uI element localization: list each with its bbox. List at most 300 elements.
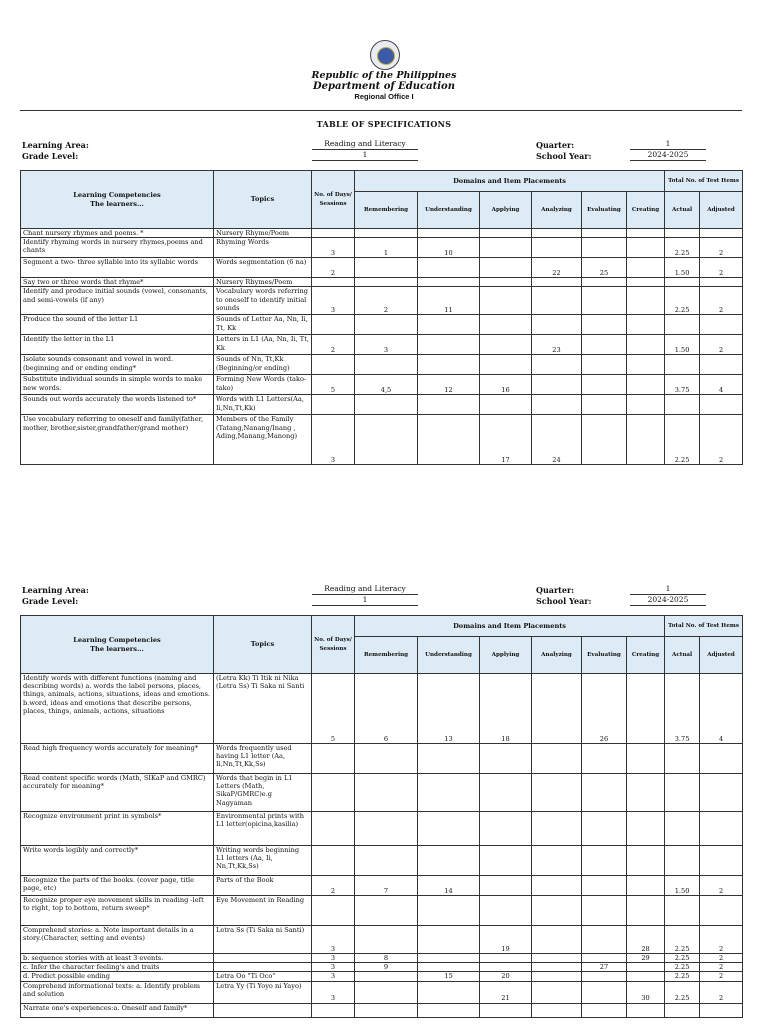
creating-cell [627, 674, 665, 744]
days-cell: 2 [312, 335, 355, 355]
competency-cell: Recognize environment print in symbols* [21, 812, 214, 846]
evaluating-cell: 27 [582, 963, 627, 972]
analyzing-cell [532, 926, 582, 954]
actual-cell: 3.75 [665, 674, 700, 744]
col-evaluating-header: Evaluating [582, 192, 627, 229]
competency-cell: Isolate sounds consonant and vowel in word. (beginning and or ending ending* [21, 355, 214, 375]
understanding-cell [418, 229, 480, 238]
understanding-cell [418, 812, 480, 846]
col-remembering-header-2: Remembering [355, 637, 418, 674]
understanding-cell [418, 896, 480, 926]
applying-cell: 18 [480, 674, 532, 744]
analyzing-cell [532, 954, 582, 963]
actual-cell: 1.50 [665, 876, 700, 896]
actual-cell [665, 1003, 700, 1017]
evaluating-cell [582, 812, 627, 846]
remembering-cell [355, 981, 418, 1003]
creating-cell [627, 278, 665, 287]
applying-cell [480, 229, 532, 238]
remembering-cell: 8 [355, 954, 418, 963]
analyzing-cell [532, 981, 582, 1003]
days-cell: 5 [312, 375, 355, 395]
table-row [21, 1003, 743, 1017]
actual-cell [665, 395, 700, 415]
remembering-cell [355, 744, 418, 774]
creating-cell [627, 375, 665, 395]
actual-cell [665, 744, 700, 774]
competency-cell: Comprehend informational texts: a. Identify problem and solution [21, 981, 214, 1003]
quarter-value: 1 [630, 139, 706, 150]
school-year-value: 2024-2025 [630, 150, 706, 161]
topic-cell: Letra Yy (Ti Yoyo ni Yayo) [214, 981, 312, 1003]
competency-cell: Read high frequency words accurately for meaning* [21, 744, 214, 774]
adjusted-cell: 2 [700, 963, 743, 972]
understanding-cell [418, 278, 480, 287]
applying-cell [480, 238, 532, 258]
evaluating-cell [582, 876, 627, 896]
applying-cell [480, 846, 532, 876]
evaluating-cell [582, 355, 627, 375]
creating-cell [627, 876, 665, 896]
applying-cell [480, 744, 532, 774]
document-title: TABLE OF SPECIFICATIONS [316, 119, 452, 129]
creating-cell [627, 972, 665, 981]
applying-cell [480, 258, 532, 278]
remembering-cell [355, 258, 418, 278]
creating-cell [627, 744, 665, 774]
days-cell [312, 315, 355, 335]
creating-cell [627, 846, 665, 876]
header-rule [20, 110, 742, 111]
grade-level-label-2: Grade Level: [22, 596, 79, 606]
applying-cell [480, 395, 532, 415]
days-cell: 3 [312, 954, 355, 963]
topic-cell: Sounds of Letter Aa, Nn, Ii, Tt, Kk [214, 315, 312, 335]
creating-cell [627, 896, 665, 926]
region-heading: Regional Office I [354, 92, 414, 101]
table-row [21, 278, 743, 287]
table-row [21, 238, 743, 258]
topic-cell: Eye Movement in Reading [214, 896, 312, 926]
evaluating-cell [582, 846, 627, 876]
remembering-cell [355, 812, 418, 846]
actual-cell [665, 278, 700, 287]
analyzing-cell [532, 287, 582, 315]
school-year-value-2: 2024-2025 [630, 595, 706, 606]
analyzing-cell [532, 876, 582, 896]
topic-cell [214, 963, 312, 972]
actual-cell [665, 355, 700, 375]
competency-cell: Identify rhyming words in nursery rhymes,poems and chants [21, 238, 214, 258]
applying-cell [480, 876, 532, 896]
col-domains-header-2: Domains and Item Placements [355, 616, 665, 637]
understanding-cell: 13 [418, 674, 480, 744]
school-year-label-2: School Year: [536, 596, 592, 606]
remembering-cell [355, 926, 418, 954]
applying-cell [480, 812, 532, 846]
col-applying-header: Applying [480, 192, 532, 229]
adjusted-cell [700, 812, 743, 846]
actual-cell: 3.75 [665, 375, 700, 395]
col-adjusted-header-2: Adjusted [700, 637, 743, 674]
table-row [21, 774, 743, 812]
applying-cell: 21 [480, 981, 532, 1003]
table-row [21, 315, 743, 335]
evaluating-cell [582, 238, 627, 258]
creating-cell [627, 335, 665, 355]
department-heading: Department of Education [313, 81, 455, 92]
days-cell: 2 [312, 876, 355, 896]
creating-cell [627, 395, 665, 415]
applying-cell: 17 [480, 415, 532, 465]
competency-cell: Sounds out words accurately the words listened to* [21, 395, 214, 415]
understanding-cell [418, 954, 480, 963]
evaluating-cell [582, 229, 627, 238]
adjusted-cell: 2 [700, 238, 743, 258]
learning-area-label-2: Learning Area: [22, 585, 89, 595]
competency-cell: Substitute individual sounds in simple words to make new words. [21, 375, 214, 395]
evaluating-cell [582, 774, 627, 812]
table-row [21, 395, 743, 415]
actual-cell [665, 229, 700, 238]
analyzing-cell [532, 846, 582, 876]
understanding-cell [418, 315, 480, 335]
table-row [21, 954, 743, 963]
actual-cell: 2.25 [665, 972, 700, 981]
specification-table-1 [20, 170, 743, 465]
table-row [21, 876, 743, 896]
remembering-cell [355, 415, 418, 465]
col-creating-header: Creating [627, 192, 665, 229]
adjusted-cell [700, 744, 743, 774]
adjusted-cell: 2 [700, 258, 743, 278]
adjusted-cell: 2 [700, 954, 743, 963]
adjusted-cell [700, 395, 743, 415]
learning-area-label: Learning Area: [22, 140, 89, 150]
col-adjusted-header: Adjusted [700, 192, 743, 229]
adjusted-cell [700, 229, 743, 238]
analyzing-cell [532, 375, 582, 395]
topic-cell: Forming New Words (tako-tako) [214, 375, 312, 395]
competency-cell: Comprehend stories: a. Note important details in a story.(Character, setting and events) [21, 926, 214, 954]
days-cell: 3 [312, 981, 355, 1003]
col-total-header-2: Total No. of Test Items [665, 616, 743, 637]
table-row [21, 375, 743, 395]
days-cell: 3 [312, 926, 355, 954]
understanding-cell [418, 981, 480, 1003]
table-row [21, 846, 743, 876]
understanding-cell [418, 846, 480, 876]
applying-cell [480, 355, 532, 375]
adjusted-cell: 4 [700, 674, 743, 744]
col-remembering-header: Remembering [355, 192, 418, 229]
adjusted-cell [700, 1003, 743, 1017]
adjusted-cell: 2 [700, 415, 743, 465]
table-row [21, 355, 743, 375]
creating-cell [627, 774, 665, 812]
actual-cell: 2.25 [665, 981, 700, 1003]
quarter-label-2: Quarter: [536, 585, 575, 595]
applying-cell [480, 963, 532, 972]
evaluating-cell [582, 395, 627, 415]
analyzing-cell [532, 963, 582, 972]
actual-cell [665, 812, 700, 846]
adjusted-cell: 2 [700, 926, 743, 954]
remembering-cell: 3 [355, 335, 418, 355]
col-domains-header: Domains and Item Placements [355, 171, 665, 192]
understanding-cell [418, 415, 480, 465]
days-cell: 2 [312, 258, 355, 278]
analyzing-cell [532, 278, 582, 287]
creating-cell [627, 415, 665, 465]
col-understanding-header: Understanding [418, 192, 480, 229]
topic-cell: Words segmentation (6 na) [214, 258, 312, 278]
deped-seal [370, 40, 400, 70]
col-days-header-2: No. of Days/ Sessions [312, 616, 355, 674]
table-row [21, 972, 743, 981]
grade-level-value: 1 [312, 150, 418, 161]
days-cell: 3 [312, 287, 355, 315]
understanding-cell: 12 [418, 375, 480, 395]
analyzing-cell: 23 [532, 335, 582, 355]
understanding-cell [418, 1003, 480, 1017]
days-cell [312, 278, 355, 287]
col-actual-header: Actual [665, 192, 700, 229]
evaluating-cell [582, 896, 627, 926]
applying-cell [480, 315, 532, 335]
remembering-cell [355, 395, 418, 415]
grade-level-label: Grade Level: [22, 151, 79, 161]
analyzing-cell: 24 [532, 415, 582, 465]
topic-cell: (Letra Kk) Ti Itik ni Nika (Letra Ss) Ti Saka ni Santi [214, 674, 312, 744]
remembering-cell [355, 229, 418, 238]
creating-cell [627, 812, 665, 846]
applying-cell [480, 278, 532, 287]
actual-cell: 1.50 [665, 258, 700, 278]
applying-cell: 16 [480, 375, 532, 395]
topic-cell: Nursery Rhyme/Poem [214, 229, 312, 238]
table-row [21, 981, 743, 1003]
evaluating-cell: 26 [582, 674, 627, 744]
understanding-cell: 10 [418, 238, 480, 258]
col-applying-header-2: Applying [480, 637, 532, 674]
creating-cell [627, 238, 665, 258]
quarter-label: Quarter: [536, 140, 575, 150]
competency-cell: Identify words with different functions (naming and describing words) a. words the label persons, places, things, animals, actions, situations, ideas and emotions. b.word, ideas and emotions that describe persons, places, things, animals, actions, situations [21, 674, 214, 744]
actual-cell: 2.25 [665, 287, 700, 315]
applying-cell [480, 287, 532, 315]
remembering-cell [355, 355, 418, 375]
topic-cell: Environmental prints with L1 letter(opicina,kasilia) [214, 812, 312, 846]
remembering-cell [355, 774, 418, 812]
analyzing-cell [532, 315, 582, 335]
col-competencies-header-2: Learning Competencies The learners... [21, 616, 214, 674]
col-days-header: No. of Days/ Sessions [312, 171, 355, 229]
topic-cell: Members of the Family (Tatang,Nanang/Inang , Ading,Manang,Manong) [214, 415, 312, 465]
days-cell [312, 846, 355, 876]
creating-cell: 30 [627, 981, 665, 1003]
adjusted-cell [700, 315, 743, 335]
creating-cell [627, 258, 665, 278]
competency-cell: Segment a two- three syllable into its syllabic words [21, 258, 214, 278]
creating-cell: 29 [627, 954, 665, 963]
evaluating-cell [582, 335, 627, 355]
competency-cell: Use vocabulary referring to oneself and family(father, mother, brother,sister,grandfather/grand mother) [21, 415, 214, 465]
understanding-cell [418, 335, 480, 355]
remembering-cell [355, 1003, 418, 1017]
applying-cell [480, 1003, 532, 1017]
table-row [21, 674, 743, 744]
col-creating-header-2: Creating [627, 637, 665, 674]
adjusted-cell: 2 [700, 972, 743, 981]
col-understanding-header-2: Understanding [418, 637, 480, 674]
understanding-cell [418, 395, 480, 415]
adjusted-cell [700, 896, 743, 926]
competency-cell: Recognize proper eye movement skills in reading -left to right, top to bottom, return sweep* [21, 896, 214, 926]
actual-cell [665, 315, 700, 335]
table-row [21, 896, 743, 926]
understanding-cell [418, 744, 480, 774]
creating-cell [627, 963, 665, 972]
topic-cell: Words with L1 Letters(Aa, Ii,Nn,Tt,Kk) [214, 395, 312, 415]
days-cell [312, 744, 355, 774]
analyzing-cell [532, 395, 582, 415]
remembering-cell: 4,5 [355, 375, 418, 395]
adjusted-cell [700, 278, 743, 287]
col-evaluating-header-2: Evaluating [582, 637, 627, 674]
creating-cell: 28 [627, 926, 665, 954]
understanding-cell: 15 [418, 972, 480, 981]
analyzing-cell [532, 744, 582, 774]
adjusted-cell [700, 846, 743, 876]
evaluating-cell [582, 375, 627, 395]
topic-cell: Letra Oo "Ti Oco" [214, 972, 312, 981]
table-row [21, 415, 743, 465]
actual-cell [665, 896, 700, 926]
adjusted-cell [700, 355, 743, 375]
topic-cell [214, 954, 312, 963]
applying-cell [480, 335, 532, 355]
analyzing-cell [532, 355, 582, 375]
remembering-cell [355, 896, 418, 926]
analyzing-cell [532, 896, 582, 926]
days-cell [312, 355, 355, 375]
grade-level-value-2: 1 [312, 595, 418, 606]
remembering-cell: 2 [355, 287, 418, 315]
competency-cell: Chant nursery rhymes and poems. * [21, 229, 214, 238]
evaluating-cell [582, 744, 627, 774]
days-cell: 5 [312, 674, 355, 744]
table-row [21, 258, 743, 278]
col-analyzing-header-2: Analyzing [532, 637, 582, 674]
understanding-cell: 11 [418, 287, 480, 315]
actual-cell: 2.25 [665, 415, 700, 465]
days-cell [312, 1003, 355, 1017]
evaluating-cell [582, 415, 627, 465]
analyzing-cell [532, 812, 582, 846]
remembering-cell [355, 846, 418, 876]
applying-cell: 20 [480, 972, 532, 981]
evaluating-cell [582, 315, 627, 335]
days-cell: 3 [312, 972, 355, 981]
analyzing-cell: 22 [532, 258, 582, 278]
understanding-cell [418, 963, 480, 972]
competency-cell: d. Predict possible ending [21, 972, 214, 981]
actual-cell: 2.25 [665, 926, 700, 954]
evaluating-cell [582, 972, 627, 981]
specification-table-2 [20, 615, 743, 1018]
topic-cell: Rhyming Words [214, 238, 312, 258]
competency-cell: Recognize the parts of the books. (cover page, title page, etc) [21, 876, 214, 896]
applying-cell [480, 896, 532, 926]
table-row [21, 335, 743, 355]
understanding-cell [418, 355, 480, 375]
creating-cell [627, 287, 665, 315]
creating-cell [627, 1003, 665, 1017]
understanding-cell [418, 926, 480, 954]
competency-cell: Read content specific words (Math, SIKaP and GMRC) accurately for meaning* [21, 774, 214, 812]
evaluating-cell: 25 [582, 258, 627, 278]
evaluating-cell [582, 981, 627, 1003]
days-cell [312, 896, 355, 926]
analyzing-cell [532, 238, 582, 258]
topic-cell: Sounds of Nn, Tt,Kk (Beginning/or ending) [214, 355, 312, 375]
table-row [21, 287, 743, 315]
republic-heading: Republic of the Philippines [311, 70, 457, 81]
actual-cell [665, 846, 700, 876]
topic-cell: Letters in L1 (Aa, Nn, Ii, Tt, Kk [214, 335, 312, 355]
actual-cell: 2.25 [665, 238, 700, 258]
col-actual-header-2: Actual [665, 637, 700, 674]
topic-cell: Words that begin in L1 Letters (Math, SikaP/GMRC)e.g Nagyaman [214, 774, 312, 812]
competency-cell: b. sequence stories with at least 3 events. [21, 954, 214, 963]
evaluating-cell [582, 1003, 627, 1017]
competency-cell: Produce the sound of the letter L1 [21, 315, 214, 335]
creating-cell [627, 229, 665, 238]
analyzing-cell [532, 1003, 582, 1017]
adjusted-cell: 2 [700, 981, 743, 1003]
analyzing-cell [532, 229, 582, 238]
analyzing-cell [532, 972, 582, 981]
remembering-cell [355, 315, 418, 335]
col-topics-header-2: Topics [214, 616, 312, 674]
applying-cell [480, 774, 532, 812]
analyzing-cell [532, 674, 582, 744]
school-year-label: School Year: [536, 151, 592, 161]
applying-cell [480, 954, 532, 963]
col-competencies-header: Learning Competencies The learners... [21, 171, 214, 229]
competency-cell: Write words legibly and correctly* [21, 846, 214, 876]
understanding-cell: 14 [418, 876, 480, 896]
days-cell [312, 812, 355, 846]
adjusted-cell: 2 [700, 287, 743, 315]
remembering-cell: 7 [355, 876, 418, 896]
topic-cell [214, 1003, 312, 1017]
topic-cell: Letra Ss (Ti Saka ni Santi) [214, 926, 312, 954]
topic-cell: Nursery Rhymes/Poem [214, 278, 312, 287]
evaluating-cell [582, 926, 627, 954]
actual-cell: 2.25 [665, 963, 700, 972]
table-row [21, 926, 743, 954]
table-row [21, 812, 743, 846]
table-row [21, 744, 743, 774]
understanding-cell [418, 774, 480, 812]
table-row [21, 229, 743, 238]
actual-cell [665, 774, 700, 812]
remembering-cell: 9 [355, 963, 418, 972]
evaluating-cell [582, 954, 627, 963]
evaluating-cell [582, 278, 627, 287]
